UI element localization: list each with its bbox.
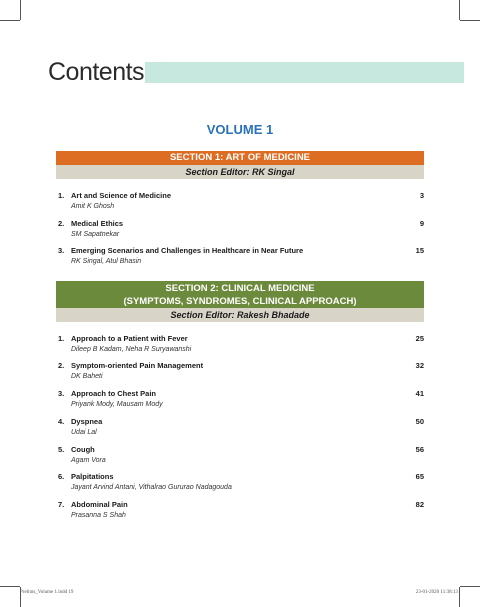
entry-number: 6. [58,472,65,481]
entry-number: 1. [58,334,65,343]
entry-number: 3. [58,389,65,398]
entry-authors: SM Sapatnekar [71,231,120,238]
entry-number: 4. [58,417,65,426]
entry-page: 25 [415,334,424,343]
entry-authors: Amit K Ghosh [71,203,115,210]
entry-page: 82 [415,500,424,509]
section-2-heading [56,281,424,308]
entry-title: Palpitations [71,472,114,481]
entry-number: 7. [58,500,65,509]
entry-authors: Udai Lal [71,429,97,436]
entry-page: 41 [415,389,424,398]
entry-number: 1. [58,191,65,200]
entry-page: 3 [419,191,424,200]
entry-page: 50 [415,417,424,426]
crop-mark [0,20,20,21]
section-2-editor: Section Editor: Rakesh Bhadade [56,308,424,322]
entry-title: Abdominal Pain [71,500,128,509]
footer-timestamp: 23-01-2020 11:38:13 [415,590,458,595]
crop-mark [459,587,460,607]
entry-authors: DK Baheti [71,373,103,380]
entry-page: 15 [415,246,424,255]
crop-mark [460,586,480,587]
entry-authors: RK Singal, Atul Bhasin [71,258,142,265]
entry-authors: Jayant Arvind Antani, Vithalrao Gururao Nadagouda [71,484,232,491]
entry-number: 5. [58,445,65,454]
entry-authors: Agam Vora [71,457,106,464]
crop-mark [0,586,20,587]
page-title: Contents [48,58,145,86]
section-1-heading-text: SECTION 1: ART OF MEDICINE [169,152,311,163]
section-1-editor: Section Editor: RK Singal [56,165,424,179]
section-1-heading [56,151,424,165]
entry-title: Approach to Chest Pain [71,389,157,398]
entry-number: 2. [58,219,65,228]
entry-page: 65 [415,472,424,481]
crop-mark [460,20,480,21]
entry-page: 56 [415,445,424,454]
entry-page: 32 [415,361,424,370]
entry-title: Dyspnea [71,417,103,426]
entry-authors: Prasanna S Shah [71,512,126,519]
footer-file: Prelims_Volume 1.indd 19 [20,590,74,595]
entry-page: 9 [419,219,424,228]
crop-mark [20,0,21,20]
section-2-heading-line1: SECTION 2: CLINICAL MEDICINE [165,283,315,294]
volume-heading: VOLUME 1 [206,122,274,137]
title-accent-band [145,62,464,83]
section-2-heading-line2: (SYMPTOMS, SYNDROMES, CLINICAL APPROACH) [123,296,357,307]
entry-title: Cough [71,445,95,454]
entry-authors: Dileep B Kadam, Neha R Suryawanshi [71,346,192,353]
entry-authors: Priyank Mody, Mausam Mody [71,401,163,408]
entry-title: Medical Ethics [71,219,124,228]
entry-title: Art and Science of Medicine [71,191,172,200]
entry-number: 3. [58,246,65,255]
entry-title: Emerging Scenarios and Challenges in Healthcare in Near Future [71,246,304,255]
entry-title: Symptom-oriented Pain Management [71,361,204,370]
page-title-row [48,58,464,88]
entry-title: Approach to a Patient with Fever [71,334,188,343]
entry-number: 2. [58,361,65,370]
crop-mark [459,0,460,20]
